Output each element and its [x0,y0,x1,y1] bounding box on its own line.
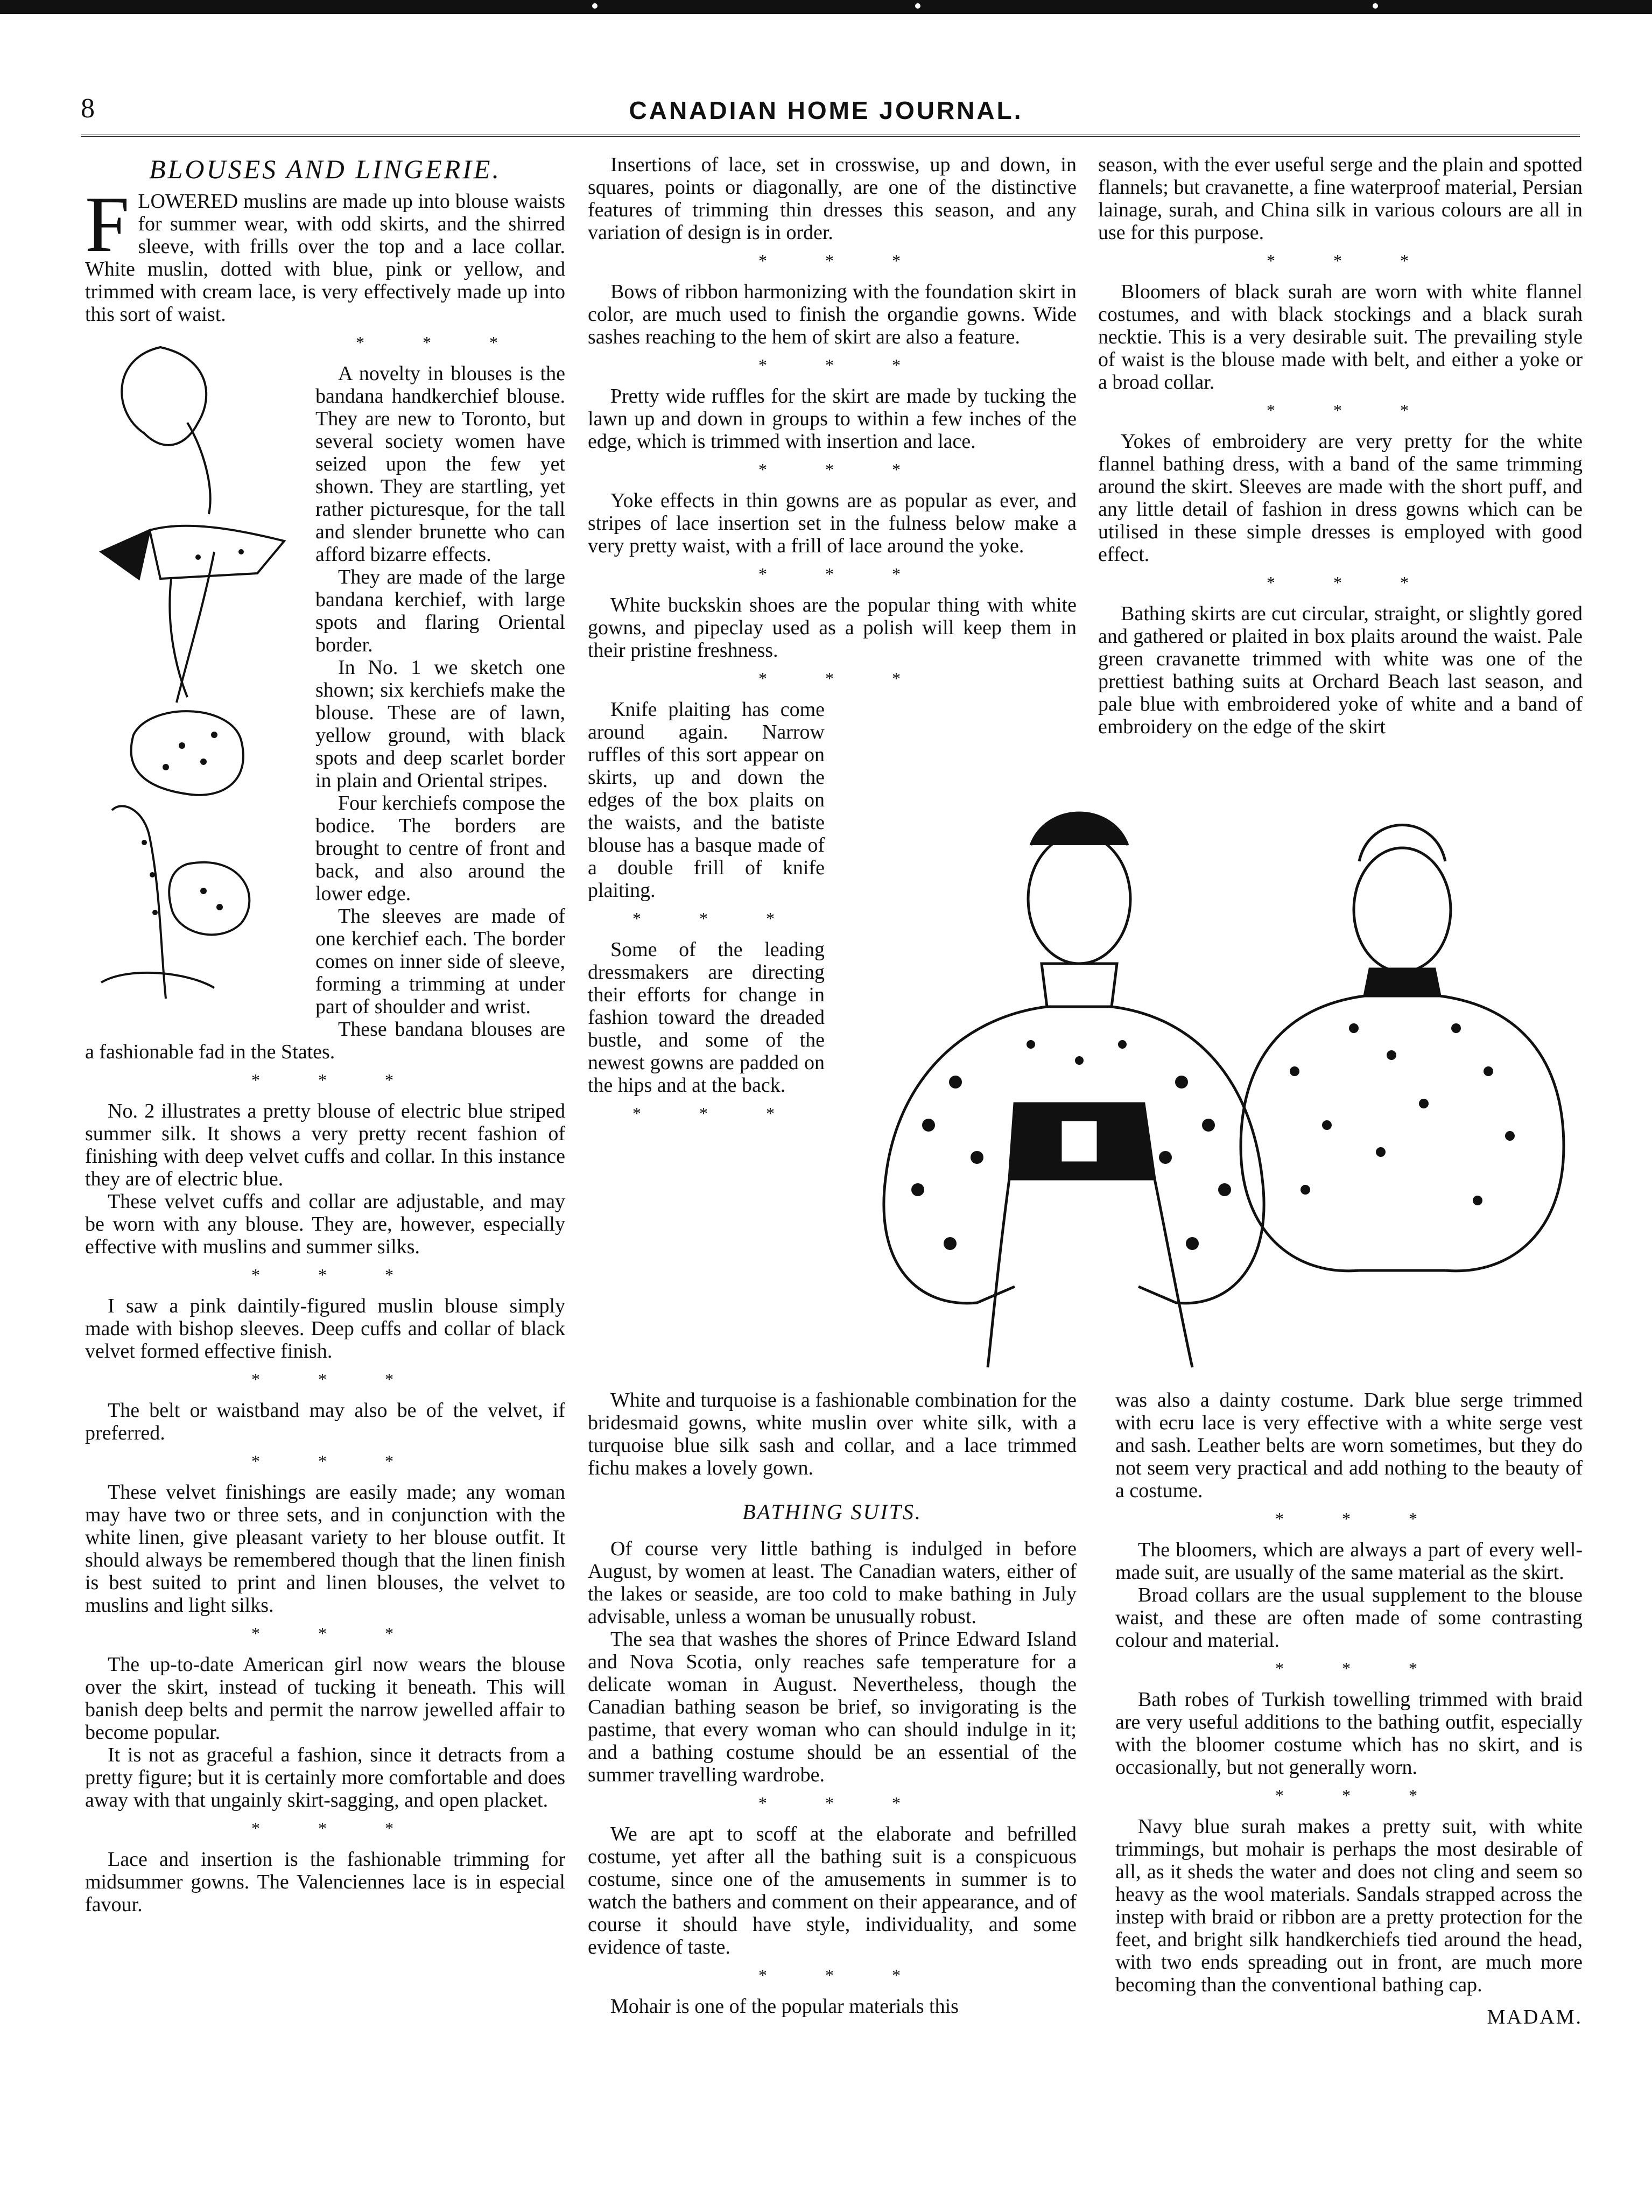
paragraph: Mohair is one of the popular materials this [610,1995,959,2018]
paragraph: Yoke effects in thin gowns are as popular as ever, and stripes of lace insertion set in the fulness below make a very pretty waist, with a frill of lace around the yoke. [588,489,1077,557]
paragraph: No. 2 illustrates a pretty blouse of electric blue striped summer silk. It shows a very pretty recent fashion of finishing with deep velvet cuffs and collar. In this instance they are of electric blue. [85,1100,565,1190]
section-separator: * * * [1275,1509,1444,1528]
paragraph: These bandana blouses are a fashionable fad in the States. [85,1018,565,1063]
paragraph: We are apt to scoff at the elaborate and befrilled costume, yet after all the bathing suit is a conspicuous costume, since one of the amusements in summer is to watch the bathers and comment on their appearance, and of course it should have style, individuality, and some evidence of taste. [588,1823,1077,1958]
paragraph: I saw a pink daintily-figured muslin blouse simply made with bishop sleeves. Deep cuffs and collar of black velvet formed effective finish. [85,1295,565,1363]
section-separator: * * * [1267,251,1436,270]
paragraph: The sleeves are made of one kerchief each. The border comes on inner side of sleeve, forming a trimming at under part of shoulder and wrist. [315,905,565,1018]
paragraph: They are made of the large bandana kerchief, with large spots and flaring Oriental border. [315,566,565,656]
section-separator: * * * [251,1451,420,1471]
column-3 [1098,153,1583,738]
section-separator: * * * [758,1793,927,1813]
drop-cap: F [85,180,130,269]
section-separator: * * * [1267,573,1436,592]
paragraph: These velvet cuffs and collar are adjustable, and may be worn with any blouse. They are, however, especially effective with muslins and summer silks. [85,1190,565,1258]
header-rule [81,135,1580,137]
section-separator: * * * [758,460,927,479]
page-number: 8 [81,93,95,124]
paragraph: White and turquoise is a fashionable combination for the bridesmaid gowns, white muslin over white silk, with a turquoise blue silk sash and collar, and a lace trimmed fichu makes a lovely gown. [588,1389,1077,1479]
paragraph: A novelty in blouses is the bandana handkerchief blouse. They are new to Toronto, but several society women have seized upon the few yet shown. They are startling, yet rather picturesque, for the tall and slender brunette who can afford bizarre effects. [315,362,565,566]
paragraph: The belt or waistband may also be of the velvet, if preferred. [85,1399,565,1444]
paragraph: Broad collars are the usual supplement to the blouse waist, and these are often made of some contrasting colour and material. [1115,1584,1583,1652]
paragraph: Knife plaiting has come around again. Narrow ruffles of this sort appear on skirts, up and down the edges of the box plaits on the waists, and the batiste blouse has a basque made of a double frill of knife plaiting. [588,698,825,902]
paragraph: It is not as graceful a fashion, since it detracts from a pretty figure; but it is certainly more comfortable and does away with that ungainly skirt-sagging, and open placket. [85,1744,565,1811]
section-separator: * * * [356,333,525,352]
section-separator: * * * [758,1965,927,1985]
section-separator: * * * [632,1104,802,1123]
paragraph: These velvet finishings are easily made; any woman may have two or three sets, and in conjunction with the white linen, give pleasant variety to her blouse outfit. It should always be remembered though that the linen finish is best suited to print and linen blouses, the velvet to muslins and light silks. [85,1481,565,1617]
article-title-bathing-suits: BATHING SUITS. [742,1500,922,1524]
paragraph: Lace and insertion is the fashionable trimming for midsummer gowns. The Valenciennes lace is in especial favour. [85,1848,565,1916]
paragraph: Four kerchiefs compose the bodice. The borders are brought to centre of front and back, and also around the lower edge. [315,792,565,905]
author-signature: MADAM. [1487,2006,1583,2028]
paragraph: Navy blue surah makes a pretty suit, with white trimmings, but mohair is perhaps the most desirable of all, as it sheds the water and does not cling and seem so heavy as the wool materials. Sandals strapped across the instep with braid or ribbon are a pretty protection for the feet, and bright silk handkerchiefs tied around the head, with two ends spreading out in front, are much more becoming than the conventional bathing cap. [1115,1815,1583,1996]
running-title: CANADIAN HOME JOURNAL. [629,96,1023,124]
paragraph: Of course very little bathing is indulged in before August, by women at least. The Canadian waters, either of the lakes or seaside, are too cold to make bathing in July advisable, unless a woman be unusually robust. [588,1537,1077,1628]
paragraph: White buckskin shoes are the popular thing with white gowns, and pipeclay used as a polish will keep them in their pristine freshness. [588,594,1077,662]
section-separator: * * * [251,1818,420,1838]
section-separator: * * * [632,909,802,928]
paragraph: Some of the leading dressmakers are directing their efforts for change in fashion toward the dreaded bustle, and some of the newest gowns are padded on the hips and at the back. [588,938,825,1097]
two-women-blouse-illustration [853,802,1583,1378]
paragraph: Bath robes of Turkish towelling trimmed with braid are very useful additions to the bathing outfit, especially with the bloomer costume which has no skirt, and is occasionally, but not generally worn. [1115,1688,1583,1779]
section-separator: * * * [758,355,927,375]
paragraph: Insertions of lace, set in crosswise, up and down, in squares, points or diagonally, are one of the distinctive features of trimming thin dresses this season, and any variation of design is in order. [588,153,1077,244]
paragraph: Bathing skirts are cut circular, straight, or slightly gored and gathered or plaited in box plaits around the waist. Pale green cravanette trimmed with white was one of the prettiest bathing suits at Orchard Beach last season, and pale blue with embroidered yoke of white and a band of embroidery on the edge of the skirt [1098,602,1583,738]
paragraph: Pretty wide ruffles for the skirt are made by tucking the lawn up and down in groups to within a few inches of the edge, which is trimmed with insertion and lace. [588,385,1077,453]
paragraph: season, with the ever useful serge and the plain and spotted flannels; but cravanette, a fine waterproof material, Persian lainage, surah, and China silk in various colours are all in use for this purpose. [1098,153,1583,244]
section-separator: * * * [1275,1659,1444,1678]
article-title-blouses: BLOUSES AND LINGERIE. [149,154,501,184]
column-1 [85,153,565,1916]
section-separator: * * * [251,1265,420,1284]
column-3-lower [1115,1389,1583,2028]
column-2-lower [588,1389,1077,2018]
scan-top-edge [0,0,1652,14]
section-separator: * * * [758,564,927,584]
section-separator: * * * [1267,401,1436,420]
paragraph: Yokes of embroidery are very pretty for the white flannel bathing dress, with a band of the same trimming around the skirt. Sleeves are made with the short puff, and any little detail of fashion in dress gowns which can be utilised in these simple dresses is employed with good effect. [1098,430,1583,566]
section-separator: * * * [758,669,927,688]
section-separator: * * * [251,1624,420,1643]
paragraph: In No. 1 we sketch one shown; six kerchiefs make the blouse. These are of lawn, yellow ground, with black spots and deep scarlet border in plain and Oriental stripes. [315,656,565,792]
section-separator: * * * [251,1070,420,1090]
paragraph: Bows of ribbon harmonizing with the foundation skirt in color, are much used to finish the organdie gowns. Wide sashes reaching to the hem of skirt are also a feature. [588,280,1077,348]
bandana-blouse-illustration [80,326,301,1026]
paragraph [85,180,565,326]
paragraph-text: LOWERED muslins are made up into blouse waists for summer wear, with odd skirts, and the shirred sleeve, with frills over the top and a lace collar. White muslin, dotted with blue, pink or yellow, and trimmed with cream lace, is very effectively made up into this sort of waist. [85,190,565,326]
section-separator: * * * [758,251,927,270]
section-separator: * * * [1275,1786,1444,1805]
paragraph: The sea that washes the shores of Prince Edward Island and Nova Scotia, only reaches safe temperature for a delicate woman in August. Nevertheless, though the Canadian bathing season be brief, so invigorating is the pastime, that every woman who can should indulge in it; and a bathing costume should be an essential of the summer travelling wardrobe. [588,1628,1077,1786]
paragraph: The up-to-date American girl now wears the blouse over the skirt, instead of tucking it beneath. This will banish deep belts and permit the narrow jewelled affair to become popular. [85,1653,565,1744]
section-separator: * * * [251,1370,420,1389]
paragraph: was also a dainty costume. Dark blue serge trimmed with ecru lace is very effective with a white serge vest and sash. Leather belts are worn sometimes, but they do not seem very practical and add nothing to the beauty of a costume. [1115,1389,1583,1502]
paragraph: The bloomers, which are always a part of every well-made suit, are usually of the same material as the skirt. [1115,1539,1583,1584]
paragraph: Bloomers of black surah are worn with white flannel costumes, and with black stockings and a black surah necktie. This is a very desirable suit. The prevailing style of waist is the blouse made with belt, and either a yoke or a broad collar. [1098,280,1583,394]
